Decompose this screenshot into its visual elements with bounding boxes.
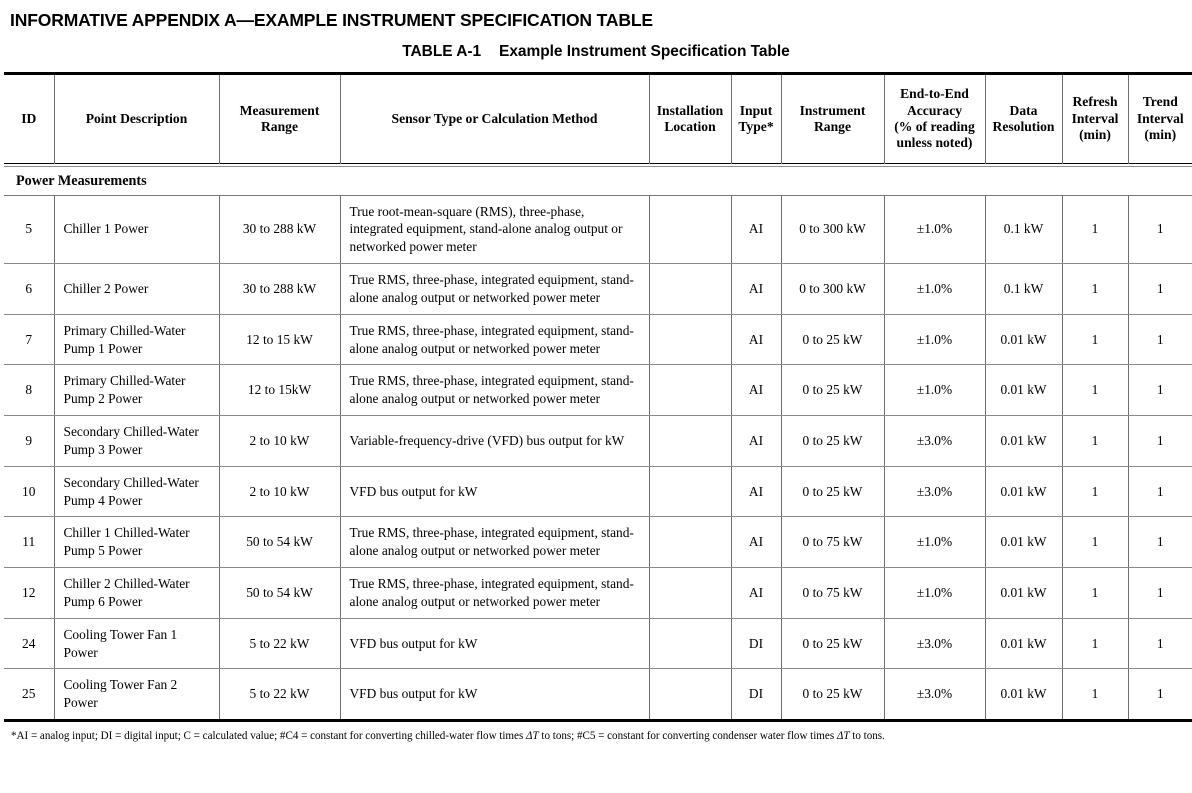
column-header-installation-location-line-2: Location xyxy=(664,118,716,134)
table-cell-res: 0.01 kW xyxy=(985,466,1062,517)
table-cell-accuracy: ±3.0% xyxy=(884,618,985,669)
column-header-trend-interval-line-1: Trend xyxy=(1142,94,1178,110)
table-cell-trend: 1 xyxy=(1128,618,1192,669)
table-cell-sensor: True RMS, three-phase, integrated equipment, stand-alone analog output or networked power meter xyxy=(340,314,649,365)
table-cell-res: 0.01 kW xyxy=(985,416,1062,467)
table-cell-mrange: 5 to 22 kW xyxy=(219,618,340,669)
column-header-instrument-range-line-1: Instrument xyxy=(799,102,866,118)
table-cell-accuracy: ±1.0% xyxy=(884,365,985,416)
table-cell-res: 0.1 kW xyxy=(985,264,1062,315)
column-header-trend-interval-line-3: (min) xyxy=(1144,127,1177,143)
column-header-measurement-range xyxy=(219,75,340,163)
table-row xyxy=(4,568,1192,619)
table-row xyxy=(4,365,1192,416)
table-cell-itype: DI xyxy=(731,618,781,669)
table-number: TABLE A-1 xyxy=(402,43,482,61)
table-cell-install xyxy=(649,264,731,315)
table-row xyxy=(4,264,1192,315)
table-cell-sensor: True root-mean-square (RMS), three-phase, integrated equipment, stand-alone analog output or networked power meter xyxy=(340,195,649,263)
table-cell-refresh: 1 xyxy=(1062,466,1128,517)
table-cell-mrange: 30 to 288 kW xyxy=(219,195,340,263)
column-header-trend-interval xyxy=(1128,75,1192,163)
table-body xyxy=(4,166,1192,720)
table-cell-irange: 0 to 75 kW xyxy=(781,568,884,619)
table-row xyxy=(4,416,1192,467)
table-cell-trend: 1 xyxy=(1128,568,1192,619)
table-cell-sensor: Variable-frequency-drive (VFD) bus output for kW xyxy=(340,416,649,467)
table-cell-id: 12 xyxy=(4,568,54,619)
table-cell-trend: 1 xyxy=(1128,669,1192,721)
table-cell-id: 5 xyxy=(4,195,54,263)
table-cell-install xyxy=(649,517,731,568)
table-cell-mrange: 12 to 15 kW xyxy=(219,314,340,365)
table-cell-itype: AI xyxy=(731,466,781,517)
column-header-refresh-interval-line-3: (min) xyxy=(1079,127,1111,143)
table-cell-refresh: 1 xyxy=(1062,195,1128,263)
table-cell-id: 7 xyxy=(4,314,54,365)
table-cell-mrange: 50 to 54 kW xyxy=(219,568,340,619)
table-header-row xyxy=(4,75,1192,163)
table-cell-trend: 1 xyxy=(1128,416,1192,467)
table-cell-itype: AI xyxy=(731,195,781,263)
table-cell-refresh: 1 xyxy=(1062,568,1128,619)
table-cell-mrange: 30 to 288 kW xyxy=(219,264,340,315)
table-cell-refresh: 1 xyxy=(1062,365,1128,416)
table-cell-accuracy: ±1.0% xyxy=(884,314,985,365)
table-row xyxy=(4,618,1192,669)
table-cell-id: 9 xyxy=(4,416,54,467)
table-cell-irange: 0 to 25 kW xyxy=(781,466,884,517)
table-cell-install xyxy=(649,466,731,517)
table-cell-accuracy: ±3.0% xyxy=(884,466,985,517)
footnote-delta-t-1: ΔT xyxy=(526,730,539,743)
column-header-accuracy-line-3: (% of reading xyxy=(894,118,975,134)
column-header-point-description-line-1: Point Description xyxy=(85,110,188,126)
column-header-id-line-1: ID xyxy=(21,110,37,126)
table-cell-trend: 1 xyxy=(1128,365,1192,416)
table-cell-irange: 0 to 25 kW xyxy=(781,416,884,467)
column-header-data-resolution-line-1: Data xyxy=(1009,102,1038,118)
table-cell-desc: Primary Chilled-Water Pump 1 Power xyxy=(54,314,219,365)
table-cell-refresh: 1 xyxy=(1062,314,1128,365)
table-cell-mrange: 50 to 54 kW xyxy=(219,517,340,568)
table-cell-sensor: VFD bus output for kW xyxy=(340,466,649,517)
table-cell-desc: Primary Chilled-Water Pump 2 Power xyxy=(54,365,219,416)
column-header-data-resolution-line-2: Resolution xyxy=(992,118,1055,134)
table-cell-desc: Secondary Chilled-Water Pump 4 Power xyxy=(54,466,219,517)
table-cell-res: 0.01 kW xyxy=(985,517,1062,568)
column-header-data-resolution xyxy=(985,75,1062,163)
table-section-title: Power Measurements xyxy=(4,166,1192,195)
table-cell-sensor: True RMS, three-phase, integrated equipment, stand-alone analog output or networked power meter xyxy=(340,264,649,315)
table-cell-desc: Cooling Tower Fan 1 Power xyxy=(54,618,219,669)
table-cell-trend: 1 xyxy=(1128,264,1192,315)
column-header-refresh-interval-line-2: Interval xyxy=(1071,110,1119,126)
table-cell-accuracy: ±1.0% xyxy=(884,264,985,315)
table-row xyxy=(4,669,1192,721)
table-cell-trend: 1 xyxy=(1128,314,1192,365)
table-cell-itype: AI xyxy=(731,365,781,416)
table-cell-accuracy: ±1.0% xyxy=(884,517,985,568)
column-header-accuracy-line-2: Accuracy xyxy=(906,102,963,118)
table-cell-accuracy: ±1.0% xyxy=(884,568,985,619)
table-head xyxy=(4,74,1192,167)
table-container xyxy=(0,72,1192,722)
table-cell-sensor: True RMS, three-phase, integrated equipment, stand-alone analog output or networked power meter xyxy=(340,568,649,619)
column-header-refresh-interval xyxy=(1062,75,1128,163)
column-header-accuracy-line-1: End-to-End xyxy=(900,86,969,102)
table-cell-install xyxy=(649,195,731,263)
table-cell-trend: 1 xyxy=(1128,517,1192,568)
table-cell-itype: AI xyxy=(731,568,781,619)
table-cell-irange: 0 to 25 kW xyxy=(781,365,884,416)
table-cell-refresh: 1 xyxy=(1062,416,1128,467)
table-caption-text: Example Instrument Specification Table xyxy=(499,43,790,61)
column-header-trend-interval-line-2: Interval xyxy=(1136,110,1184,126)
column-header-instrument-range xyxy=(781,75,884,163)
table-cell-irange: 0 to 300 kW xyxy=(781,195,884,263)
table-footnote xyxy=(0,722,1192,743)
column-header-input-type-line-2: Type* xyxy=(738,118,774,134)
table-cell-id: 10 xyxy=(4,466,54,517)
footnote-delta-t-2: ΔT xyxy=(836,730,850,743)
table-cell-sensor: True RMS, three-phase, integrated equipment, stand-alone analog output or networked power meter xyxy=(340,365,649,416)
table-cell-id: 11 xyxy=(4,517,54,568)
footnote-part-1: *AI = analog input; DI = digital input; C = calculated value; #C4 = constant for converting chilled-water flow times xyxy=(11,730,526,743)
table-cell-refresh: 1 xyxy=(1062,618,1128,669)
table-cell-sensor: VFD bus output for kW xyxy=(340,618,649,669)
table-cell-res: 0.01 kW xyxy=(985,669,1062,721)
table-cell-desc: Cooling Tower Fan 2 Power xyxy=(54,669,219,721)
appendix-heading: INFORMATIVE APPENDIX A—EXAMPLE INSTRUMENT SPECIFICATION TABLE xyxy=(10,10,653,30)
table-cell-mrange: 12 to 15kW xyxy=(219,365,340,416)
table-cell-refresh: 1 xyxy=(1062,517,1128,568)
table-cell-trend: 1 xyxy=(1128,195,1192,263)
table-cell-res: 0.01 kW xyxy=(985,365,1062,416)
table-cell-refresh: 1 xyxy=(1062,669,1128,721)
table-cell-itype: DI xyxy=(731,669,781,721)
table-cell-res: 0.01 kW xyxy=(985,618,1062,669)
table-row xyxy=(4,314,1192,365)
table-cell-irange: 0 to 25 kW xyxy=(781,618,884,669)
table-cell-mrange: 5 to 22 kW xyxy=(219,669,340,721)
table-cell-desc: Chiller 1 Power xyxy=(54,195,219,263)
column-header-input-type xyxy=(731,75,781,163)
column-header-measurement-range-line-2: Range xyxy=(260,118,298,134)
table-cell-irange: 0 to 25 kW xyxy=(781,669,884,721)
table-cell-install xyxy=(649,618,731,669)
column-header-accuracy-line-4: unless noted) xyxy=(896,135,973,151)
table-cell-sensor: VFD bus output for kW xyxy=(340,669,649,721)
table-caption xyxy=(0,30,1192,72)
table-cell-id: 24 xyxy=(4,618,54,669)
table-row xyxy=(4,466,1192,517)
table-cell-mrange: 2 to 10 kW xyxy=(219,466,340,517)
table-row xyxy=(4,517,1192,568)
table-cell-desc: Chiller 2 Power xyxy=(54,264,219,315)
footnote-part-3: to tons. xyxy=(849,730,885,743)
column-header-point-description xyxy=(54,75,219,163)
table-cell-mrange: 2 to 10 kW xyxy=(219,416,340,467)
table-cell-desc: Chiller 1 Chilled-Water Pump 5 Power xyxy=(54,517,219,568)
footnote-part-2: to tons; #C5 = constant for converting condenser water flow times xyxy=(538,730,837,743)
table-cell-accuracy: ±1.0% xyxy=(884,195,985,263)
table-cell-sensor: True RMS, three-phase, integrated equipment, stand-alone analog output or networked power meter xyxy=(340,517,649,568)
table-cell-irange: 0 to 75 kW xyxy=(781,517,884,568)
column-header-sensor-type xyxy=(340,75,649,163)
table-cell-desc: Secondary Chilled-Water Pump 3 Power xyxy=(54,416,219,467)
column-header-refresh-interval-line-1: Refresh xyxy=(1072,94,1118,110)
table-cell-itype: AI xyxy=(731,264,781,315)
table-cell-irange: 0 to 300 kW xyxy=(781,264,884,315)
table-cell-accuracy: ±3.0% xyxy=(884,416,985,467)
column-header-installation-location-line-1: Installation xyxy=(656,102,724,118)
table-cell-id: 6 xyxy=(4,264,54,315)
instrument-specification-table xyxy=(4,72,1192,722)
column-header-input-type-line-1: Input xyxy=(739,102,773,118)
table-cell-itype: AI xyxy=(731,314,781,365)
table-row xyxy=(4,195,1192,263)
table-cell-refresh: 1 xyxy=(1062,264,1128,315)
table-cell-res: 0.1 kW xyxy=(985,195,1062,263)
column-header-instrument-range-line-2: Range xyxy=(813,118,851,134)
column-header-sensor-type-line-1: Sensor Type or Calculation Method xyxy=(391,110,598,126)
table-cell-desc: Chiller 2 Chilled-Water Pump 6 Power xyxy=(54,568,219,619)
column-header-id xyxy=(4,75,54,163)
table-cell-install xyxy=(649,568,731,619)
table-cell-install xyxy=(649,416,731,467)
table-cell-install xyxy=(649,314,731,365)
table-cell-itype: AI xyxy=(731,416,781,467)
column-header-end-to-end-accuracy xyxy=(884,75,985,163)
table-cell-trend: 1 xyxy=(1128,466,1192,517)
table-cell-install xyxy=(649,669,731,721)
table-section-header-row xyxy=(4,166,1192,195)
table-cell-irange: 0 to 25 kW xyxy=(781,314,884,365)
table-cell-res: 0.01 kW xyxy=(985,314,1062,365)
table-cell-res: 0.01 kW xyxy=(985,568,1062,619)
table-cell-install xyxy=(649,365,731,416)
column-header-measurement-range-line-1: Measurement xyxy=(239,102,320,118)
table-cell-id: 25 xyxy=(22,686,36,702)
table-cell-id: 8 xyxy=(4,365,54,416)
table-cell-itype: AI xyxy=(731,517,781,568)
column-header-installation-location xyxy=(649,75,731,163)
table-cell-accuracy: ±3.0% xyxy=(884,669,985,721)
